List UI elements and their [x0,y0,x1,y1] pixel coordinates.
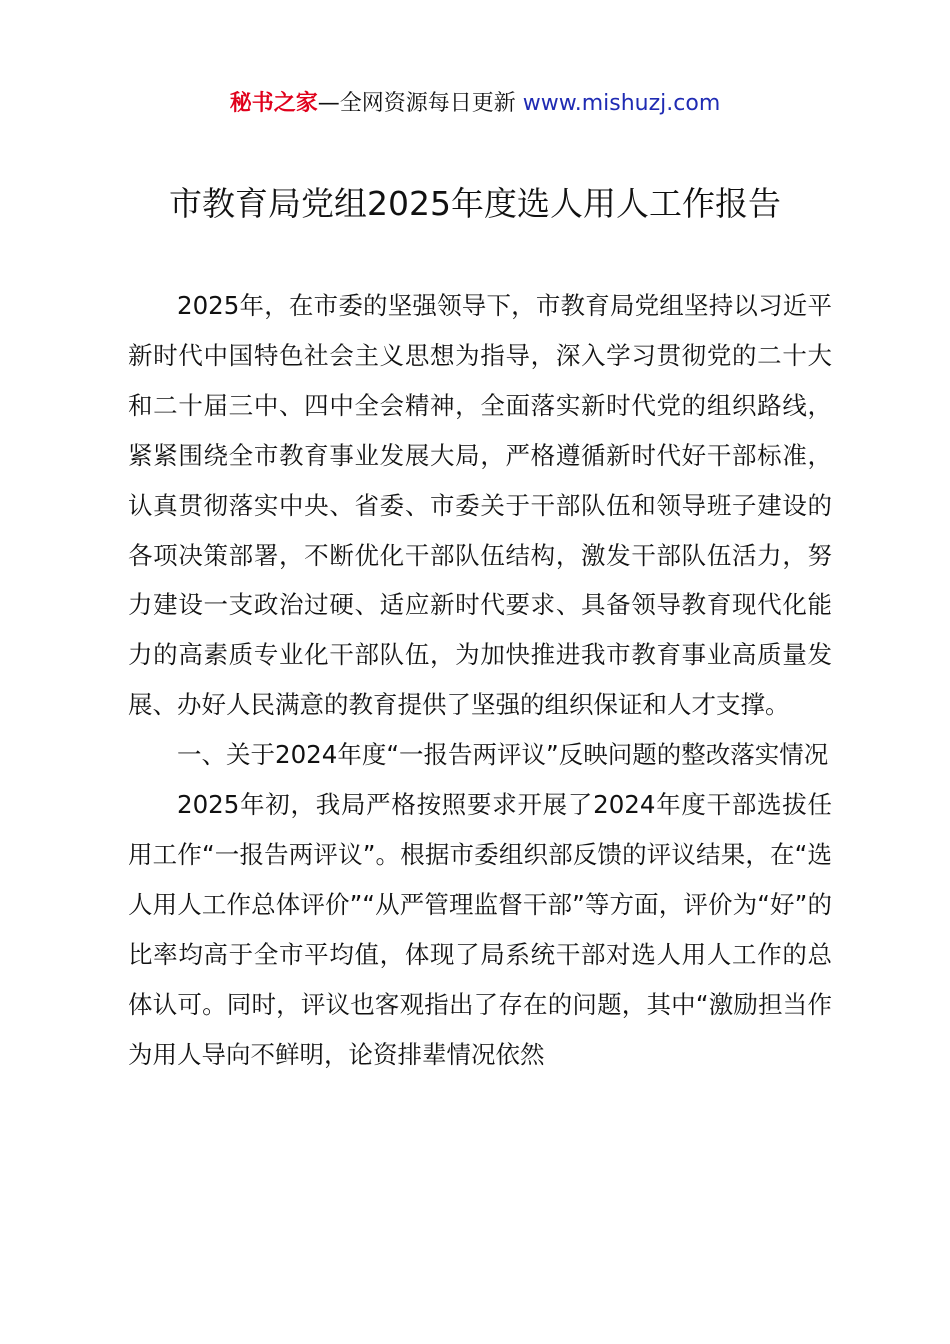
site-url-link[interactable]: www.mishuzj.com [522,91,721,116]
site-brand: 秘书之家 [229,91,318,116]
paragraph-section-1: 2025年初，我局严格按照要求开展了2024年度干部选拔任用工作“一报告两评议”。根据市委组织部反馈的评议结果，在“选人用人工作总体评价”“从严管理监督干部”等方面，评价为“好”的比率均高于全市平均值，体现了局系统干部对选人用人工作的总体认可。同时，评议也客观指出了存在的问题，其中“激励担当作为用人导向不鲜明，论资排辈情况依然 [128,790,832,1069]
document-body [128,281,832,1080]
site-header [0,88,950,120]
document-title: 市教育局党组2025年度选人用人工作报告 [169,184,781,223]
section-heading-1: 一、关于2024年度“一报告两评议”反映问题的整改落实情况 [177,740,829,770]
site-tagline: —全网资源每日更新 [317,91,523,116]
paragraph-intro: 2025年，在市委的坚强领导下，市教育局党组坚持以习近平新时代中国特色社会主义思想为指导，深入学习贯彻党的二十大和二十届三中、四中全会精神，全面落实新时代党的组织路线，紧紧围绕全市教育事业发展大局，严格遵循新时代好干部标准，认真贯彻落实中央、省委、市委关于干部队伍和领导班子建设的各项决策部署，不断优化干部队伍结构，激发干部队伍活力，努力建设一支政治过硬、适应新时代要求、具备领导教育现代化能力的高素质专业化干部队伍，为加快推进我市教育事业高质量发展、办好人民满意的教育提供了坚强的组织保证和人才支撑。 [128,291,832,720]
